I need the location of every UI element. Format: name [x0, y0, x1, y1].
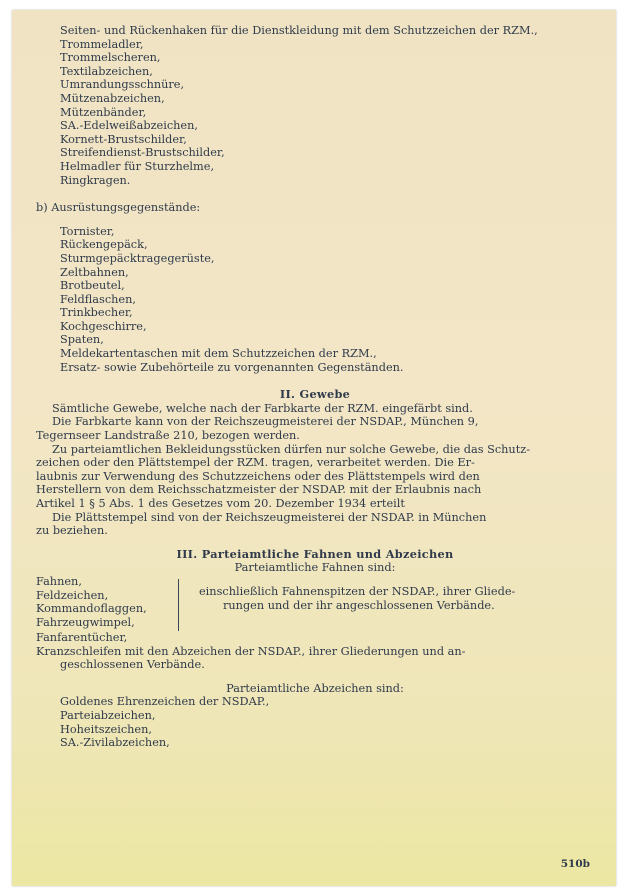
list-item: Goldenes Ehrenzeichen der NSDAP., — [60, 695, 270, 709]
list-item: Parteiabzeichen, — [60, 708, 156, 722]
list-item: Meldekartentaschen mit dem Schutzzeichen der RZM., — [60, 347, 377, 361]
flags-note-line: einschließlich Fahnenspitzen der NSDAP., ihrer Gliede- — [199, 584, 516, 598]
subheading-badges: Parteiamtliche Abzeichen sind: — [226, 681, 404, 695]
list-item: Kochgeschirre, — [60, 319, 147, 333]
list-item: Trinkbecher, — [60, 306, 133, 320]
brace-divider — [178, 579, 189, 631]
list-item: Kornett-Brustschilder, — [60, 132, 187, 146]
list-item: Trommelscheren, — [60, 51, 161, 65]
paragraph-cont: laubnis zur Verwendung des Schutzzeichens oder des Plättstempels wird den — [36, 469, 480, 483]
list-item: Spaten, — [60, 333, 104, 347]
list-item: Mützenabzeichen, — [60, 91, 165, 105]
document-page — [12, 10, 616, 886]
list-item: SA.-Edelweißabzeichen, — [60, 119, 198, 133]
subheading-flags: Parteiamtliche Fahnen sind: — [234, 561, 396, 575]
paragraph-cont: zu beziehen. — [36, 524, 108, 538]
list-item: Kranzschleifen mit den Abzeichen der NSDAP., ihrer Gliederungen und an- — [36, 644, 466, 658]
list-item: Feldzeichen, — [36, 588, 109, 602]
page-text — [36, 24, 594, 750]
list-item: Sturmgepäcktragegerüste, — [60, 251, 215, 265]
list-item: Feldflaschen, — [60, 292, 136, 306]
paragraph-cont: Tegernseer Landstraße 210, bezogen werden. — [36, 429, 300, 443]
list-item: Tornister, — [60, 224, 115, 238]
list-item: Textilabzeichen, — [60, 64, 153, 78]
intro-line: Seiten- und Rückenhaken für die Dienstkleidung mit dem Schutzzeichen der RZM., — [60, 24, 538, 37]
list-item: Mützenbänder, — [60, 105, 147, 119]
section-b-title: b) Ausrüstungsgegenstände: — [36, 201, 201, 215]
list-item: Hoheitszeichen, — [60, 722, 152, 736]
list-item: Rückengepäck, — [60, 238, 148, 252]
flags-note — [189, 575, 594, 631]
list-item: Brotbeutel, — [60, 279, 125, 293]
flags-block — [36, 575, 594, 631]
list-item: Trommeladler, — [60, 37, 144, 51]
paragraph-cont: Artikel 1 § 5 Abs. 1 des Gesetzes vom 20. Dezember 1934 erteilt — [36, 497, 405, 510]
list-item: Helmadler für Sturzhelme, — [60, 159, 215, 173]
flags-list — [36, 575, 178, 631]
list-item: Streifendienst-Brustschilder, — [60, 146, 225, 160]
list-item: Zeltbahnen, — [60, 265, 129, 279]
list-item: Fahrzeugwimpel, — [36, 615, 135, 629]
flags-note-line: rungen und der ihr angeschlossenen Verbände. — [223, 598, 495, 612]
paragraph-cont: zeichen oder den Plättstempel der RZM. tragen, verarbeitet werden. Die Er- — [36, 456, 475, 470]
page-number: 510b — [560, 858, 590, 870]
section-heading-gewebe: II. Gewebe — [279, 387, 351, 402]
list-item: Ersatz- sowie Zubehörteile zu vorgenannten Gegenständen. — [60, 360, 404, 374]
list-item-cont: geschlossenen Verbände. — [60, 658, 205, 672]
section-heading-fahnen: III. Parteiamtliche Fahnen und Abzeichen — [176, 546, 454, 561]
paragraph: Die Plättstempel sind von der Reichszeugmeisterei der NSDAP. in München — [52, 510, 487, 524]
list-item: Ringkragen. — [60, 173, 131, 187]
paragraph: Zu parteiamtlichen Bekleidungsstücken dürfen nur solche Gewebe, die das Schutz- — [52, 442, 531, 456]
paragraph-cont: Herstellern von dem Reichsschatzmeister der NSDAP. mit der Erlaubnis nach — [36, 483, 482, 497]
paragraph: Sämtliche Gewebe, welche nach der Farbkarte der RZM. eingefärbt sind. — [52, 401, 473, 415]
list-item: Umrandungsschnüre, — [60, 78, 185, 92]
list-item: Fanfarentücher, — [36, 630, 128, 644]
paragraph: Die Farbkarte kann von der Reichszeugmeisterei der NSDAP., München 9, — [52, 415, 479, 429]
list-item: SA.-Zivilabzeichen, — [60, 736, 170, 750]
list-item: Fahnen, — [36, 574, 82, 588]
list-item: Kommandoflaggen, — [36, 602, 147, 616]
